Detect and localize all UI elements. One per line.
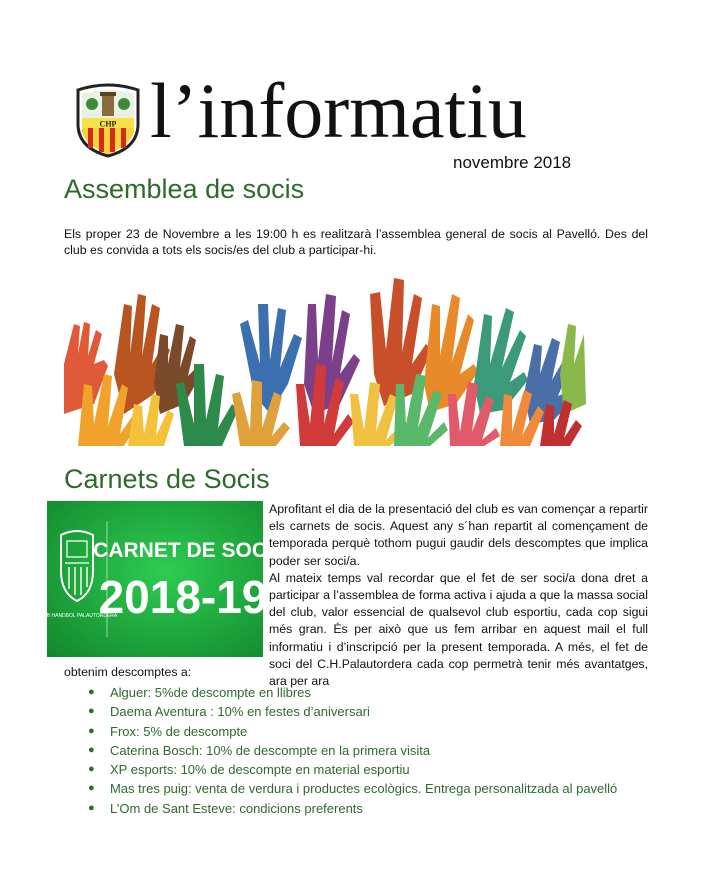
list-item: [88, 722, 617, 741]
club-logo: [74, 84, 142, 158]
bullet-icon: ●: [88, 782, 95, 795]
bullet-icon: ●: [88, 724, 95, 737]
assemblea-text: Els proper 23 de Novembre a les 19:00 h es realitzarà l’assemblea general de socis al Pavelló. Des del club es convida a tots els socis/es del club a participar-hi.: [64, 227, 648, 257]
section-heading-carnets: Carnets de Socis: [64, 464, 270, 494]
bullet-icon: ●: [88, 743, 95, 756]
discount-text: L’Om de Sant Esteve: condicions preferents: [110, 800, 363, 816]
list-item: [88, 741, 617, 760]
hands-group: [64, 278, 586, 446]
discount-text: Frox: 5% de descompte: [110, 723, 248, 739]
membership-card-image: [36, 501, 273, 657]
discount-text: Daema Aventura : 10% en festes d’aniversari: [110, 704, 370, 720]
carnets-paragraph-1: Aprofitant el dia de la presentació del club es van començar a repartir els carnets de socis. Aquest any s´han repartit al començament de temporada perquè tothom pugui gaudir dels descomptes que implica poder ser soci/a.: [269, 502, 648, 568]
carnets-paragraph-2: Al mateix temps val recordar que el fet de ser soci/a dona dret a participar a l’assemblea de forma activa i ajuda a que la massa social del club, valor essencial de qualsevol club esportiu, cada cop sigui més gran. És per això que us fem arribar en aquest mail el full informatiu i d’inscripció per la present temporada. A més, el fet de soci del C.H.Palautordera cada cop permetrà tenir més avantatges, ara per ara: [269, 570, 648, 689]
list-item: [88, 799, 617, 818]
discount-text: Mas tres puig: venta de verdura i productes ecològics. Entrega personalitzada al pavelló: [110, 781, 618, 797]
discount-text: Caterina Bosch: 10% de descompte en la primera visita: [110, 742, 431, 758]
card-club-name: CLUB HANDBOL PALAUTORDERA: [36, 613, 118, 619]
list-item: [88, 702, 617, 721]
carnets-body: [269, 501, 648, 690]
logo-text: CHP: [99, 119, 117, 129]
section-heading-assemblea: Assemblea de socis: [64, 174, 305, 204]
card-title: CARNET DE SOCI: [93, 539, 273, 562]
discount-list: [88, 683, 617, 818]
bullet-icon: ●: [88, 686, 95, 698]
raised-hands-illustration: [64, 264, 586, 446]
bullet-icon: ●: [88, 705, 95, 718]
bullet-icon: ●: [88, 801, 95, 814]
discount-text: Alguer: 5%de descompte en llibres: [110, 685, 311, 700]
list-item: [88, 779, 617, 798]
bullet-icon: ●: [88, 763, 95, 776]
carnets-continuation: obtenim descomptes a:: [64, 665, 192, 679]
list-item: [88, 683, 617, 702]
newsletter-title: l’informatiu: [150, 67, 527, 154]
card-season: 2018-19: [98, 571, 268, 623]
discount-text: XP esports: 10% de descompte en material esportiu: [110, 762, 410, 778]
newsletter-date: novembre 2018: [453, 153, 572, 172]
membership-card-graphic: [36, 501, 273, 657]
list-item: [88, 760, 617, 779]
